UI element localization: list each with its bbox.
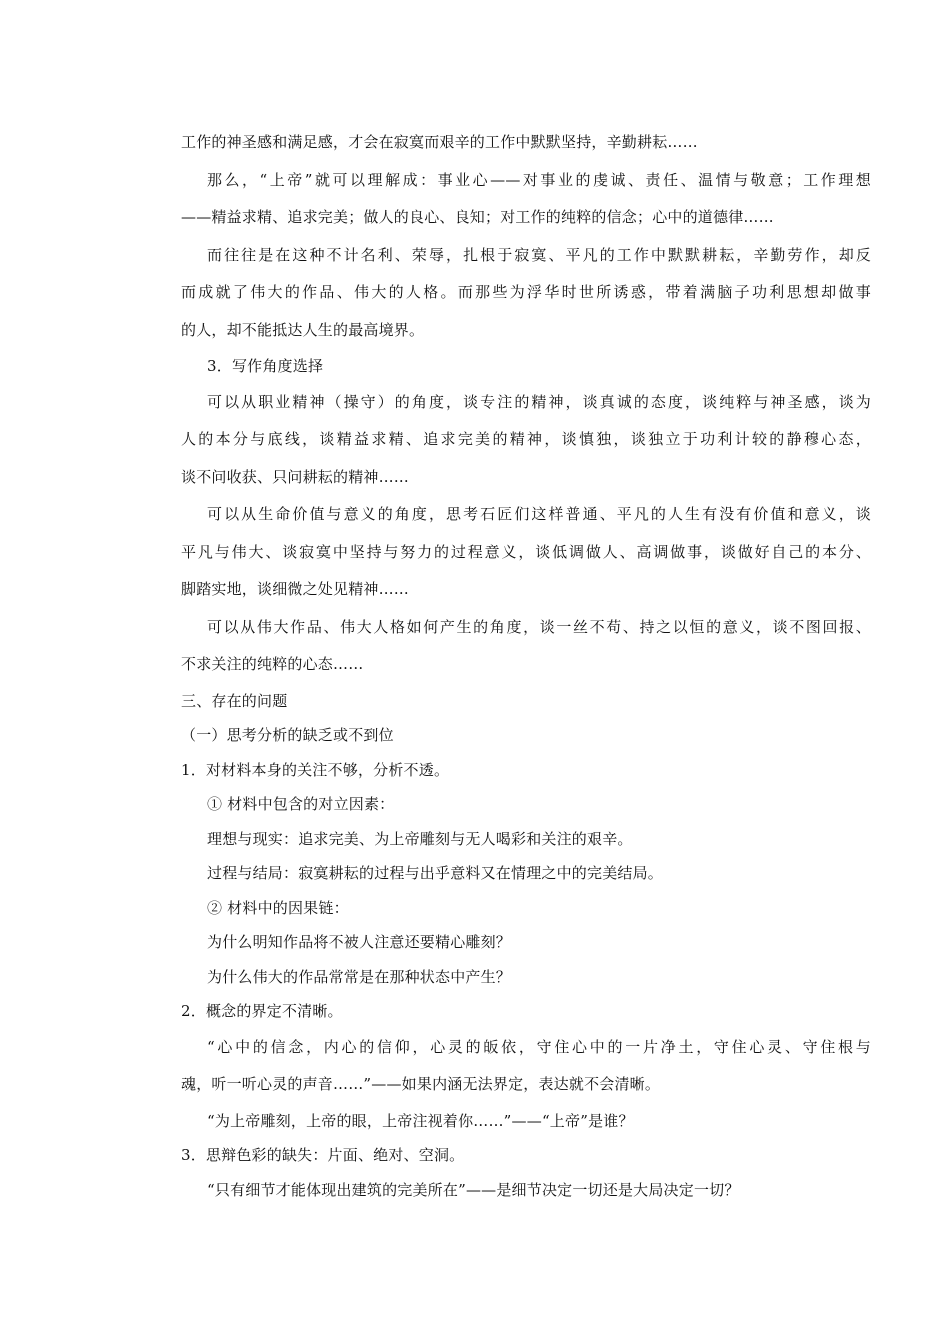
sub-item: ① 材料中包含的对立因素： <box>207 795 395 813</box>
paragraph-line: 魂，听一听心灵的声音……”——如果内涵无法界定，表达就不会清晰。 <box>181 1075 661 1093</box>
paragraph-line: 不求关注的纯粹的心态…… <box>181 655 364 673</box>
paragraph-line: ——精益求精、追求完美；做人的良心、良知；对工作的纯粹的信念；心中的道德律…… <box>181 208 774 226</box>
paragraph-line: 可以从职业精神（操守）的角度，谈专注的精神，谈真诚的态度，谈纯粹与神圣感，谈为 <box>207 392 871 411</box>
section-heading: 三、存在的问题 <box>181 691 288 710</box>
paragraph-line: 可以从生命价值与意义的角度，思考石匠们这样普通、平凡的人生有没有价值和意义，谈 <box>207 505 871 523</box>
paragraph-line: 脚踏实地，谈细微之处见精神…… <box>181 580 410 598</box>
paragraph-line: 的人，却不能抵达人生的最高境界。 <box>181 320 425 339</box>
numbered-item: 1．对材料本身的关注不够，分析不透。 <box>181 760 450 779</box>
text-line: “为上帝雕刻，上帝的眼，上帝注视着你……”——“上帝”是谁？ <box>207 1111 634 1130</box>
text-line: 理想与现实：追求完美、为上帝雕刻与无人喝彩和关注的艰辛。 <box>207 829 633 848</box>
paragraph-line: “心中的信念，内心的信仰，心灵的皈依，守住心中的一片净土，守住心灵、守住根与 <box>207 1037 871 1056</box>
document-body <box>181 124 871 1207</box>
paragraph-line: 那么，“上帝”就可以理解成：事业心——对事业的虔诚、责任、温情与敬意；工作理想 <box>207 170 871 189</box>
section-heading: 3．写作角度选择 <box>207 357 324 375</box>
text-line: 为什么明知作品将不被人注意还要精心雕刻？ <box>207 933 512 951</box>
text-line: “只有细节才能体现出建筑的完美所在”——是细节决定一切还是大局决定一切？ <box>207 1180 740 1199</box>
paragraph-line: 可以从伟大作品、伟大人格如何产生的角度，谈一丝不苟、持之以恒的意义，谈不图回报、 <box>207 617 871 636</box>
paragraph-line: 而成就了伟大的作品、伟大的人格。而那些为浮华时世所诱惑，带着满脑子功利思想却做事 <box>181 283 871 301</box>
numbered-item: 2．概念的界定不清晰。 <box>181 1002 343 1020</box>
paragraph-line: 谈不问收获、只问耕耘的精神…… <box>181 467 410 486</box>
sub-item: ② 材料中的因果链： <box>207 898 349 917</box>
paragraph-line: 人的本分与底线，谈精益求精、追求完美的精神，谈慎独，谈独立于功利计较的静穆心态， <box>181 430 871 448</box>
subsection-heading: （一）思考分析的缺乏或不到位 <box>181 726 394 744</box>
paragraph-line: 而往往是在这种不计名利、荣辱，扎根于寂寞、平凡的工作中默默耕耘，辛勤劳作，却反 <box>207 245 871 264</box>
text-line: 为什么伟大的作品常常是在那种状态中产生？ <box>207 967 512 986</box>
paragraph-line: 工作的神圣感和满足感，才会在寂寞而艰辛的工作中默默坚持，辛勤耕耘…… <box>181 133 698 151</box>
numbered-item: 3．思辩色彩的缺失：片面、绝对、空洞。 <box>181 1146 465 1164</box>
paragraph-line: 平凡与伟大、谈寂寞中坚持与努力的过程意义，谈低调做人、高调做事，谈做好自己的本分、 <box>181 542 871 561</box>
text-line: 过程与结局：寂寞耕耘的过程与出乎意料又在情理之中的完美结局。 <box>207 864 664 882</box>
